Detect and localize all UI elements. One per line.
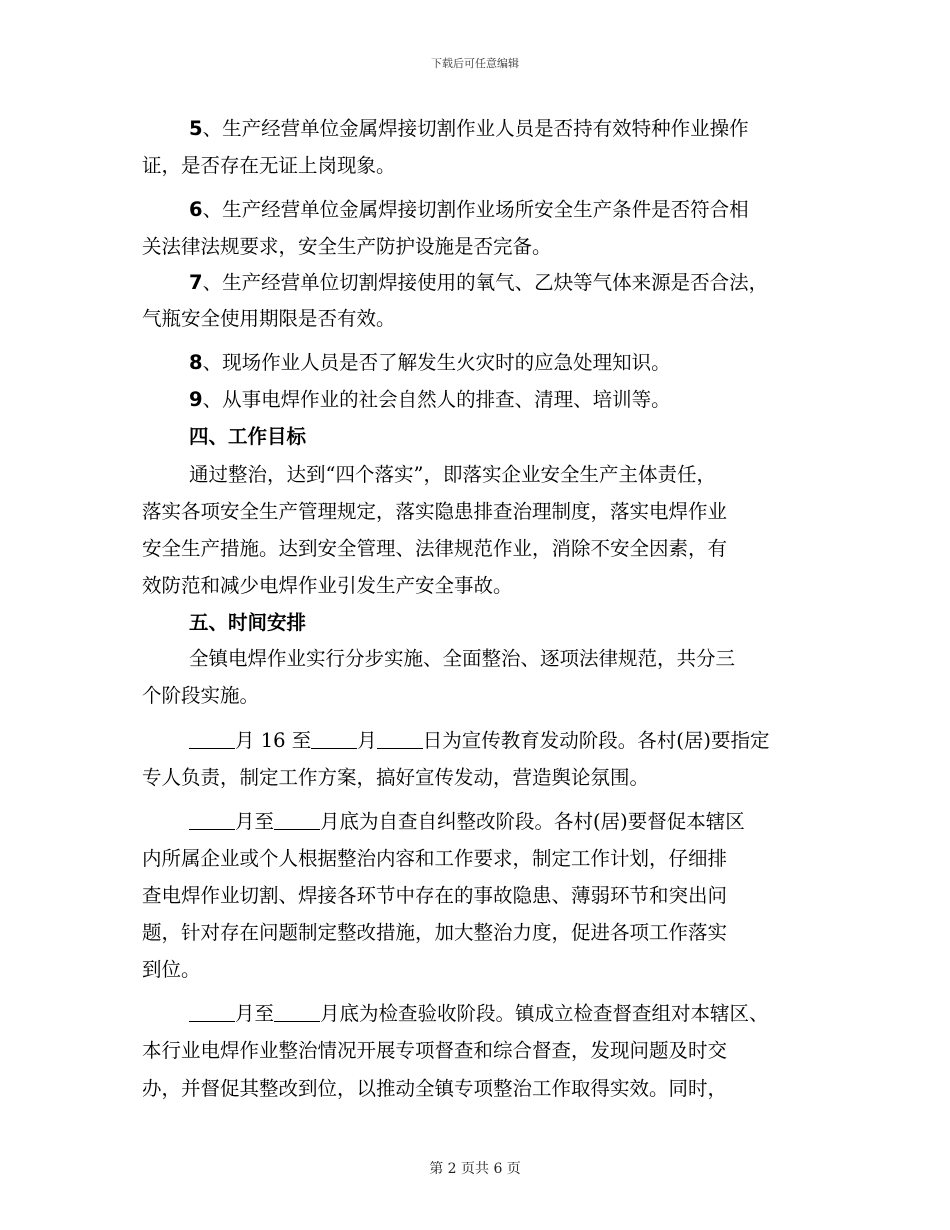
- item-number: 6: [189, 198, 203, 221]
- blank-field: [274, 1001, 320, 1022]
- item-text: 、生产经营单位切割焊接使用的氧气、乙炔等气体来源是否合法，: [202, 271, 769, 294]
- paragraph-line: 月至 月底为检查验收阶段。镇成立检查督查组对本辖区、: [189, 995, 769, 1032]
- item-text: 、生产经营单位金属焊接切割作业场所安全生产条件是否符合相: [202, 198, 749, 221]
- blank-field: [311, 728, 357, 749]
- item-number: 9: [189, 388, 203, 411]
- item-continuation: 气瓶安全使用期限是否有效。: [142, 307, 396, 330]
- section-heading: 五、时间安排: [189, 611, 307, 634]
- blank-field: [377, 728, 423, 749]
- item-continuation: 关法律法规要求，安全生产防护设施是否完备。: [142, 235, 552, 258]
- paragraph-line: 效防范和减少电焊作业引发生产安全事故。: [142, 574, 513, 597]
- blank-field: [274, 809, 320, 830]
- blank-field: [189, 809, 235, 830]
- paragraph-line: 安全生产措施。达到安全管理、法律规范作业，消除不安全因素，有: [142, 537, 728, 560]
- section-heading: 四、工作目标: [189, 425, 307, 448]
- blank-field: [189, 728, 235, 749]
- list-item: [189, 264, 768, 301]
- list-item: [189, 344, 671, 381]
- paragraph-line: 题，针对存在问题制定整改措施，加大整治力度，促进各项工作落实: [142, 921, 728, 944]
- paragraph-line: 办，并督促其整改到位，以推动全镇专项整治工作取得实效。同时，: [142, 1077, 728, 1100]
- paragraph-line: 落实各项安全生产管理规定，落实隐患排查治理制度，落实电焊作业: [142, 500, 728, 523]
- item-text: 、从事电焊作业的社会自然人的排查、清理、培训等。: [202, 388, 671, 411]
- paragraph-line: 内所属企业或个人根据整治内容和工作要求，制定工作计划，仔细排: [142, 847, 728, 870]
- paragraph-line: 本行业电焊作业整治情况开展专项督查和综合督查，发现问题及时交: [142, 1039, 728, 1062]
- paragraph-line: 专人负责，制定工作方案，搞好宣传发动，营造舆论氛围。: [142, 766, 650, 789]
- paragraph-line: 月 16 至 月 日为宣传教育发动阶段。各村(居)要指定: [189, 722, 769, 759]
- paragraph-line: 查电焊作业切割、焊接各环节中存在的事故隐患、薄弱环节和突出问: [142, 884, 728, 907]
- list-item: [189, 191, 749, 228]
- list-item: [189, 110, 749, 147]
- list-item: [189, 381, 671, 418]
- item-text: 、生产经营单位金属焊接切割作业人员是否持有效特种作业操作: [202, 117, 749, 140]
- paragraph-line: 月至 月底为自查自纠整改阶段。各村(居)要督促本辖区: [189, 803, 745, 840]
- item-number: 7: [189, 271, 203, 294]
- item-text: 、现场作业人员是否了解发生火灾时的应急处理知识。: [202, 351, 671, 374]
- page-header: 下载后可任意编辑: [431, 57, 519, 70]
- item-number: 8: [189, 351, 203, 374]
- item-number: 5: [189, 117, 203, 140]
- item-continuation: 证，是否存在无证上岗现象。: [142, 154, 396, 177]
- paragraph-line: 全镇电焊作业实行分步实施、全面整治、逐项法律规范，共分三: [189, 647, 736, 670]
- page-footer: 第 2 页共 6 页: [429, 1161, 521, 1177]
- paragraph-line: 个阶段实施。: [142, 684, 260, 707]
- paragraph-line: 通过整治，达到“四个落实”，即落实企业安全生产主体责任，: [189, 463, 716, 486]
- paragraph-line: 到位。: [142, 958, 201, 981]
- blank-field: [189, 1001, 235, 1022]
